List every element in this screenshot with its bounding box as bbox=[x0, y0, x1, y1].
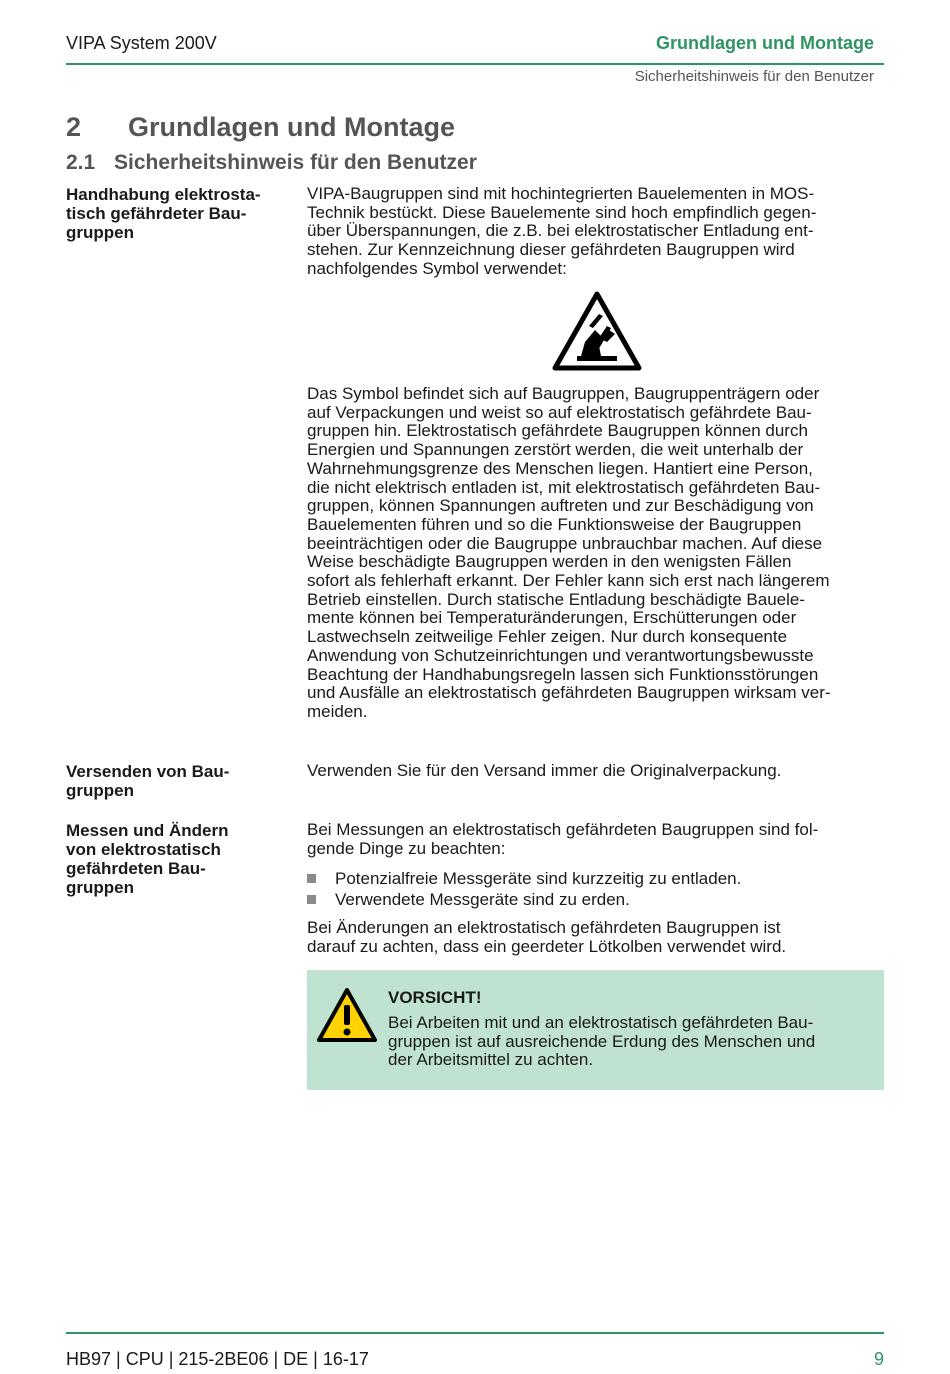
page-number: 9 bbox=[873, 1349, 884, 1369]
text-line: Das Symbol befindet sich auf Baugruppen, Baugruppenträgern oder bbox=[307, 384, 820, 403]
text-line: VIPA-Baugruppen sind mit hochintegrierten Bauelementen in MOS- bbox=[307, 184, 815, 203]
text-line: und Ausfälle an elektrostatisch gefährdeten Baugruppen wirksam ver- bbox=[307, 683, 831, 703]
footer-doc-info: HB97 | CPU | 215-2BE06 | DE | 16-17 bbox=[66, 1349, 369, 1369]
text-line: Bei Messungen an elektrostatisch gefährdeten Baugruppen sind fol- bbox=[307, 820, 819, 839]
side-line: gruppen bbox=[66, 781, 134, 800]
esd-intro-paragraph bbox=[307, 185, 885, 279]
text-line: gende Dinge zu beachten: bbox=[307, 838, 506, 858]
esd-explanation-paragraph bbox=[307, 385, 885, 722]
measuring-intro-paragraph bbox=[307, 821, 885, 858]
text-line: der Arbeitsmittel zu achten. bbox=[388, 1050, 594, 1070]
esd-side-heading bbox=[66, 185, 281, 242]
header-section-title: Sicherheitshinweis für den Benutzer bbox=[634, 68, 874, 85]
soldering-paragraph bbox=[307, 919, 885, 956]
caution-title: VORSICHT! bbox=[388, 988, 482, 1007]
text-line: nachfolgendes Symbol verwendet: bbox=[307, 258, 567, 278]
side-line: Handhabung elektrosta- bbox=[66, 185, 261, 204]
text-line: Bei Änderungen an elektrostatisch gefährdeten Baugruppen ist bbox=[307, 918, 781, 937]
esd-warning-symbol-icon bbox=[551, 290, 643, 372]
text-line: gruppen hin. Elektrostatisch gefährdete Baugruppen können durch bbox=[307, 421, 808, 441]
text-line: Technik bestückt. Diese Bauelemente sind hoch empfindlich gegen- bbox=[307, 202, 817, 222]
text-line: Beachtung der Handhabungsregeln lassen sich Funktionsstörungen bbox=[307, 664, 819, 684]
side-line: gefährdeten Bau- bbox=[66, 859, 206, 878]
text-line: meiden. bbox=[307, 701, 368, 721]
text-line: Bei Arbeiten mit und an elektrostatisch gefährdeten Bau- bbox=[388, 1013, 814, 1032]
section-heading bbox=[66, 151, 477, 175]
caution-triangle-icon bbox=[316, 987, 378, 1043]
chapter-number: 2 bbox=[66, 112, 82, 142]
header-chapter-title: Grundlagen und Montage bbox=[656, 33, 874, 53]
side-line: von elektrostatisch bbox=[66, 840, 221, 859]
text-line: Energien und Spannungen zerstört werden, die weit unterhalb der bbox=[307, 440, 804, 460]
text-line: darauf zu achten, dass ein geerdeter Lötkolben verwendet wird. bbox=[307, 936, 787, 956]
list-item bbox=[307, 869, 741, 888]
list-item-text: Verwendete Messgeräte sind zu erden. bbox=[335, 890, 630, 909]
text-line: mente können bei Temperaturänderungen, Erschütterungen oder bbox=[307, 608, 797, 628]
text-line: gruppen ist auf ausreichende Erdung des Menschen und bbox=[388, 1031, 816, 1051]
shipping-paragraph bbox=[307, 762, 885, 781]
text-line: Betrieb einstellen. Durch statische Entladung beschädigte Bauele- bbox=[307, 589, 806, 609]
text-line: Anwendung von Schutzeinrichtungen und verantwortungsbewusste bbox=[307, 645, 814, 665]
side-line: tisch gefährdeter Bau- bbox=[66, 204, 247, 223]
text-line: sofort als fehlerhaft erkannt. Der Fehler kann sich erst nach längerem bbox=[307, 571, 830, 591]
text-line: Wahrnehmungsgrenze des Menschen liegen. Hantiert eine Person, bbox=[307, 458, 813, 478]
header-rule bbox=[66, 63, 884, 65]
bullet-square-icon bbox=[307, 874, 316, 883]
header-doc-title: VIPA System 200V bbox=[66, 33, 217, 53]
footer-rule bbox=[66, 1332, 884, 1334]
text-line: Weise beschädigte Baugruppen werden in den wenigsten Fällen bbox=[307, 552, 792, 572]
list-item-text: Potenzialfreie Messgeräte sind kurzzeitig zu entladen. bbox=[335, 869, 742, 888]
text-line: beeinträchtigen oder die Baugruppe unbrauchbar machen. Auf diese bbox=[307, 533, 823, 553]
text-line: über Überspannungen, die z.B. bei elektrostatischer Entladung ent- bbox=[307, 221, 814, 241]
text-line: stehen. Zur Kennzeichnung dieser gefährdeten Baugruppen wird bbox=[307, 240, 795, 260]
shipping-side-heading bbox=[66, 762, 281, 800]
list-item bbox=[307, 890, 630, 909]
side-line: gruppen bbox=[66, 223, 134, 242]
side-line: gruppen bbox=[66, 878, 134, 897]
caution-text bbox=[388, 1014, 873, 1070]
text-line: die nicht elektrisch entladen ist, mit elektrostatisch gefährdeten Bau- bbox=[307, 477, 821, 497]
text-line: Verwenden Sie für den Versand immer die Originalverpackung. bbox=[307, 761, 782, 780]
measuring-side-heading bbox=[66, 821, 281, 897]
text-line: Lastwechseln zeitweilige Fehler zeigen. Nur durch konsequente bbox=[307, 627, 788, 647]
text-line: gruppen, können Spannungen auftreten und zur Beschädigung von bbox=[307, 496, 814, 516]
section-title: Sicherheitshinweis für den Benutzer bbox=[114, 151, 477, 174]
text-line: Bauelementen führen und so die Funktionsweise der Baugruppen bbox=[307, 514, 802, 534]
bullet-square-icon bbox=[307, 895, 316, 904]
side-line: Versenden von Bau- bbox=[66, 762, 230, 781]
text-line: auf Verpackungen und weist so auf elektrostatisch gefährdete Bau- bbox=[307, 402, 812, 422]
section-number: 2.1 bbox=[66, 151, 96, 174]
side-line: Messen und Ändern bbox=[66, 821, 229, 840]
chapter-heading bbox=[66, 112, 455, 143]
chapter-title: Grundlagen und Montage bbox=[128, 112, 455, 142]
